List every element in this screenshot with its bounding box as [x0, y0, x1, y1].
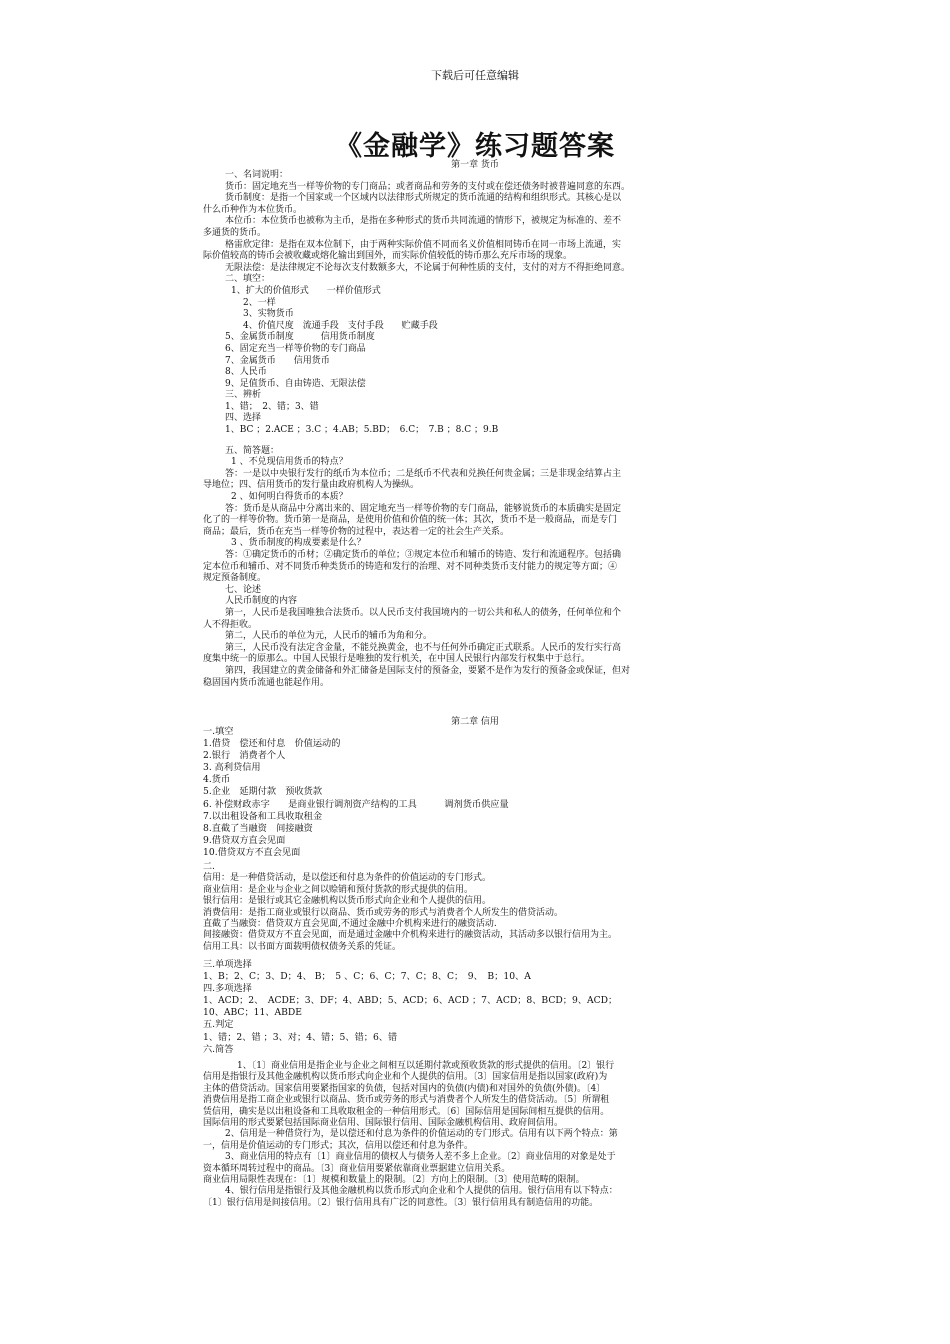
text-line: 一.填空 — [203, 726, 234, 737]
text-line: 间接融资：借贷双方不直会见面，而是通过金融中介机构来进行的融资活动，其活动多以银行信用为主。 — [203, 930, 618, 941]
text-line: 格雷欣定律：是指在双本位制下，由于两种实际价值不同而名义价值相同铸币在同一市场上流通，实 — [225, 239, 622, 250]
text-line: 3 、货币制度的构成要素是什么？ — [231, 538, 366, 549]
text-line: 信用是指银行及其他金融机构以货币形式向企业和个人提供的信用。〔3〕国家信用是指以国家(政府)为 — [203, 1072, 608, 1083]
text-line: 4.货币 — [203, 774, 231, 786]
text-line: 导地位；四、信用货币的发行量由政府机构人为操纵。 — [203, 480, 420, 491]
text-line: 2 、如何明白得货币的本质？ — [231, 492, 348, 503]
text-line: 赁信用，确实是以出租设备和工具收取租金的一种信用形式。〔6〕国际信用是国际间相互提供的信用。 — [203, 1106, 610, 1117]
text-line: 1 、不兑现信用货币的特点？ — [231, 457, 348, 468]
text-line: 商业信用：是企业与企业之间以赊销和预付货款的形式提供的信用。 — [203, 884, 474, 895]
text-line: 二、填空： — [225, 274, 271, 285]
text-line: 10.借贷双方不直会见面 — [203, 846, 301, 858]
text-line: 信用工具：以书面方面载明债权债务关系的凭证。 — [203, 941, 402, 952]
text-line: 6、固定充当一样等价物的专门商品 — [225, 343, 366, 354]
text-line: 四.多项选择 — [203, 983, 252, 995]
text-line: 6. 补偿财政赤字 是商业银行调剂资产结构的工具 调剂货币供应量 — [203, 798, 509, 810]
text-line: 3. 高利贷信用 — [203, 762, 261, 774]
text-line: 规定预备制度。 — [203, 573, 267, 584]
text-line: 定本位币和辅币、对不同货币种类货币的铸造和发行的治理、对不同种类货币支付能力的规定等方面；④ — [203, 561, 618, 572]
chapter1-body — [203, 170, 685, 689]
text-line: 1、B；2、C；3、D；4、 B； 5 、C；6、C；7、C；8、C； 9、 B；10、A — [203, 971, 531, 983]
text-line: 4、价值尺度 流通手段 支付手段 贮藏手段 — [243, 320, 438, 331]
text-line: 银行信用：是银行或其它金融机构以货币形式向企业和个人提供的信用。 — [203, 896, 492, 907]
text-line: 9、足值货币、自由铸造、无限法偿 — [225, 378, 366, 389]
text-line: 答：一是以中央银行发行的纸币为本位币；二是纸币不代表和兑换任何贵金属；三是非现金结算占主 — [225, 468, 622, 479]
chapter2-fill-section — [203, 726, 685, 859]
chapter2-answers — [203, 1061, 685, 1209]
text-line: 9.借贷双方直会见面 — [203, 834, 286, 846]
text-line: 1、〔1〕商业信用是指企业与企业之间相互以延期付款或预收货款的形式提供的信用。〔2〕银行 — [237, 1061, 615, 1071]
text-line: 答：①确定货币的币材；②确定货币的单位；③规定本位币和辅币的铸造、发行和流通程序。包括确 — [225, 550, 622, 560]
text-line: 第一，人民币是我国唯独合法货币。以人民币支付我国境内的一切公共和私人的债务，任何单位和个 — [225, 607, 622, 618]
text-line: 5、金属货币制度 信用货币制度 — [225, 332, 375, 343]
text-line: 信用：是一种借贷活动，是以偿还和付息为条件的价值运动的专门形式。 — [203, 873, 492, 884]
text-line: 货币制度：是指一个国家或一个区域内以法律形式所规定的货币流通的结构和组织形式。其核心是以 — [225, 193, 622, 204]
text-line: 主体的借贷活动。国家信用要紧指国家的负债，包括对国内的负债(内债)和对国外的负债(外债)。〔4〕 — [203, 1083, 606, 1094]
text-line: 度集中统一的原那么。中国人民银行是唯独的发行机关，在中国人民银行内部发行权集中于总行。 — [203, 654, 591, 665]
text-line: 第四，我国建立的黄金储备和外汇储备是国际支付的预备金，要紧不是作为发行的预备金或保证，但对 — [225, 665, 631, 676]
text-line: 商业信用局限性表现在：〔1〕规模和数量上的限制。〔2〕方向上的限制。〔3〕使用范畴的限制。 — [203, 1175, 585, 1186]
text-line: 7.以出租设备和工具收取租金 — [203, 810, 323, 822]
text-line: 1、错； 2、错；3、错 — [225, 401, 319, 412]
text-line: 人民币制度的内容 — [225, 596, 298, 607]
text-line: 1、扩大的价值形式 一样价值形式 — [231, 285, 381, 296]
text-line: 8.直截了当融资 间接融资 — [203, 822, 313, 834]
text-line: 货币：固定地充当一样等价物的专门商品；或者商品和劳务的支付或在偿还债务时被普遍同意的东西。 — [225, 181, 631, 192]
chapter2-definitions — [203, 862, 685, 953]
text-line: 1、错；2、错 ；3、对；4、错；5、错；6、错 — [203, 1031, 398, 1043]
text-line: 一、名词说明： — [225, 170, 289, 180]
text-line: 1.借贷 偿还和付息 价值运动的 — [203, 738, 341, 750]
text-line: 际价值较高的铸币会被收藏或熔化输出到国外，而实际价值较低的铸币那么充斥市场的现象。 — [203, 251, 573, 262]
text-line: 什么币种作为本位货币。 — [203, 204, 303, 215]
text-line: 第二，人民币的单位为元，人民币的辅币为角和分。 — [225, 631, 433, 642]
text-line: 五、简答题： — [225, 445, 280, 456]
text-line — [203, 437, 685, 446]
text-line: 7、金属货币 信用货币 — [225, 355, 330, 366]
text-line: 多通货的货币。 — [203, 227, 267, 238]
text-line: 一，信用是价值运动的专门形式；其次，信用以偿还和付息为条件。 — [203, 1140, 474, 1151]
text-line: 六.简答 — [203, 1043, 234, 1055]
text-line: 三.单项选择 — [203, 959, 252, 970]
text-line: 答：货币是从商品中分离出来的、固定地充当一样等价物的专门商品，能够说货币的本质确实是固定 — [225, 503, 622, 514]
text-line: 七、论述 — [225, 584, 262, 595]
text-line: 四、选择 — [225, 413, 262, 424]
text-line: 5.企业 延期付款 预收货款 — [203, 786, 323, 798]
text-line: 1、ACD；2、 ACDE；3、DF；4、ABD；5、ACD；6、ACD ；7、ACD；8、BCD；9、ACD； — [203, 995, 618, 1007]
text-line: 国际信用的形式要紧包括国际商业信用、国际银行信用、国际金融机构信用、政府间信用。 — [203, 1118, 564, 1129]
text-line: 本位币：本位货币也被称为主币，是指在多种形式的货币共同流通的情形下，被规定为标准的、差不 — [225, 216, 622, 227]
chapter2-title: 第二章 信用 — [451, 717, 499, 727]
chapter1-title: 第一章 货币 — [451, 160, 499, 170]
page-title: 《金融学》练习题答案 — [335, 131, 615, 162]
text-line: 商品；最后，货币在充当一样等价物的过程中，表达着一定的社会生产关系。 — [203, 526, 510, 537]
text-line: 〔1〕银行信用是间接信用。〔2〕银行信用具有广泛的同意性。〔3〕银行信用具有制造信用的功能。 — [203, 1197, 599, 1208]
chapter2-choices — [203, 959, 685, 1056]
text-line: 稳固国内货币流通也能起作用。 — [203, 677, 330, 688]
text-line: 消费信用是指工商企业或银行以商品、货币或劳务的形式与消费者个人所发生的借贷活动。〔5〕所谓租 — [203, 1095, 610, 1106]
text-line: 直截了当融资：借贷双方直会见面,不通过金融中介机构来进行的融资活动. — [203, 919, 497, 930]
text-line: 化了的一样等价物。货币第一是商品，是使用价值和价值的统一体；其次，货币不是一般商品，而是专门 — [203, 515, 618, 526]
text-line: 五.判定 — [203, 1019, 234, 1031]
header-note: 下载后可任意编辑 — [431, 69, 519, 82]
text-line: 三、辨析 — [225, 390, 262, 401]
text-line: 1、BC ；2.ACE ；3.C ；4.AB；5.BD； 6.C； 7.B ；8.C ；9.B — [225, 425, 499, 436]
text-line: 3、商业信用的特点有〔1〕商业信用的债权人与债务人差不多上企业。〔2〕商业信用的对象是处于 — [225, 1152, 616, 1163]
text-line: 第三，人民币没有法定含金量，不能兑换黄金，也不与任何外币确定正式联系。人民币的发行实行高 — [225, 642, 622, 653]
text-line: 2、一样 — [243, 297, 276, 308]
text-line: 8、人民币 — [225, 367, 267, 378]
text-line: 人不得拒收。 — [203, 619, 258, 630]
text-line: 无限法偿：是法律规定不论每次支付数额多大，不论属于何种性质的支付，支付的对方不得拒绝同意。 — [225, 262, 631, 273]
text-line: 消费信用：是指工商业或银行以商品、货币或劳务的形式与消费者个人所发生的借贷活动。 — [203, 907, 564, 918]
text-line: 4、银行信用是指银行及其他金融机构以货币形式向企业和个人提供的信用。银行信用有以下特点： — [225, 1186, 618, 1197]
text-line: 2、信用是一种借贷行为，是以偿还和付息为条件的价值运动的专门形式。信用有以下两个特点：第 — [225, 1129, 618, 1140]
text-line: 二. — [203, 862, 215, 872]
text-line: 2.银行 消费者个人 — [203, 750, 286, 762]
text-line: 3、实物货币 — [243, 309, 294, 320]
text-line: 资本循环周转过程中的商品。〔3〕商业信用要紧依靠商业票据建立信用关系。 — [203, 1163, 511, 1174]
text-line: 10、ABC；11、ABDE — [203, 1007, 302, 1019]
